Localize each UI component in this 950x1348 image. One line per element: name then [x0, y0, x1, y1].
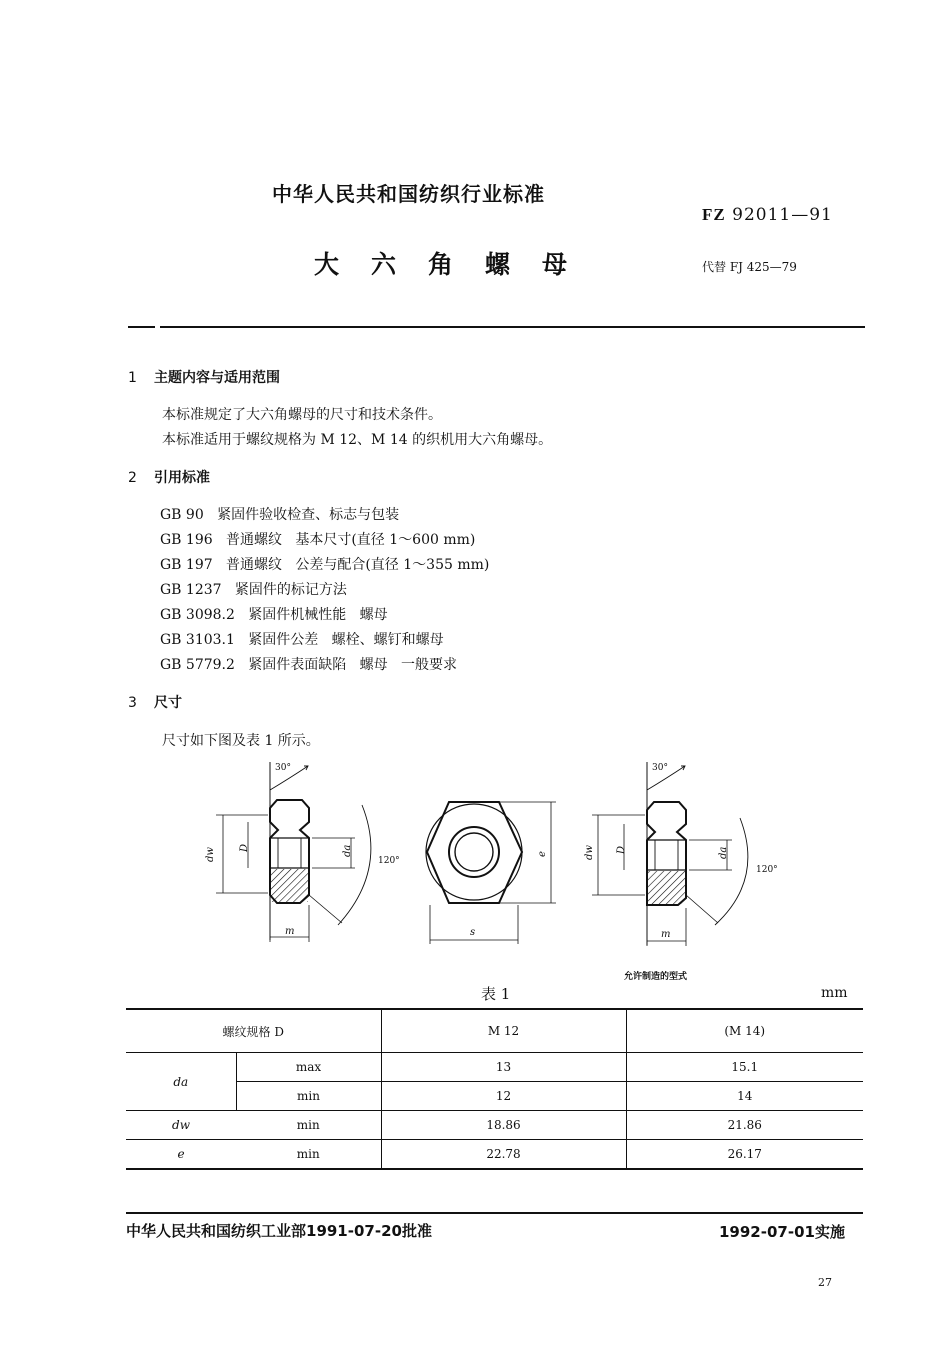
table-row	[126, 1053, 863, 1082]
D-label: D	[239, 843, 250, 852]
hexagon-top-view	[426, 802, 556, 944]
da-label: da	[718, 846, 729, 859]
limit-cell: min	[236, 1140, 381, 1170]
limit-cell: min	[236, 1111, 381, 1140]
table-caption: 表 1	[481, 985, 511, 1003]
value-cell: 15.1	[626, 1053, 863, 1082]
param-dw: dw	[126, 1111, 236, 1140]
table-unit: mm	[821, 985, 848, 1001]
m-label: m	[285, 926, 295, 937]
m-label: m	[661, 929, 671, 940]
reference-item: GB 197 普通螺纹 公差与配合(直径 1～355 mm)	[160, 557, 490, 573]
document-subtitle: 大六角螺母	[314, 250, 600, 279]
paragraph: 本标准适用于螺纹规格为 M 12、M 14 的织机用大六角螺母。	[162, 432, 553, 448]
replaces-note: 代替 FJ 425—79	[702, 260, 797, 274]
section-title: 主题内容与适用范围	[154, 370, 280, 386]
value-cell: 14	[626, 1082, 863, 1111]
section-number: 3	[128, 695, 137, 711]
reference-item: GB 1237 紧固件的标记方法	[160, 582, 347, 598]
table-row	[126, 1140, 863, 1170]
standard-code-prefix: FZ	[702, 205, 726, 224]
side-view-left	[205, 762, 400, 942]
effective-date: 1992-07-01实施	[719, 1223, 845, 1241]
da-label: da	[342, 844, 353, 857]
e-label: e	[537, 851, 548, 857]
dw-label: dw	[584, 845, 595, 860]
header-thread-spec: 螺纹规格 D	[126, 1009, 381, 1053]
dimension-table	[126, 1008, 863, 1170]
reference-item: GB 90 紧固件验收检查、标志与包装	[160, 507, 400, 523]
paragraph: 尺寸如下图及表 1 所示。	[162, 733, 320, 749]
value-cell: 26.17	[626, 1140, 863, 1170]
header-m12: M 12	[381, 1009, 626, 1053]
angle-120-label: 120°	[378, 856, 400, 866]
table-row	[126, 1111, 863, 1140]
page-number: 27	[818, 1276, 832, 1289]
header-m14: (M 14)	[626, 1009, 863, 1053]
D-label: D	[616, 845, 627, 854]
value-cell: 13	[381, 1053, 626, 1082]
angle-30-label: 30°	[275, 763, 291, 773]
limit-cell: max	[236, 1053, 381, 1082]
section-number: 1	[128, 370, 137, 386]
allowed-variant-caption: 允许制造的型式	[624, 972, 688, 982]
value-cell: 21.86	[626, 1111, 863, 1140]
value-cell: 22.78	[381, 1140, 626, 1170]
approval-line: 中华人民共和国纺织工业部1991-07-20批准	[126, 1222, 432, 1240]
angle-30-label: 30°	[652, 763, 668, 773]
param-da: da	[126, 1053, 236, 1111]
footer-rule	[126, 1212, 863, 1214]
table-header-row	[126, 1009, 863, 1053]
reference-item: GB 5779.2 紧固件表面缺陷 螺母 一般要求	[160, 657, 457, 673]
angle-120-label: 120°	[756, 865, 778, 875]
reference-item: GB 196 普通螺纹 基本尺寸(直径 1～600 mm)	[160, 532, 476, 548]
standard-code-number: 92011—91	[732, 205, 833, 225]
standard-title: 中华人民共和国纺织行业标准	[272, 182, 545, 206]
section-title: 尺寸	[154, 695, 182, 711]
limit-cell: min	[236, 1082, 381, 1111]
paragraph: 本标准规定了大六角螺母的尺寸和技术条件。	[162, 407, 442, 423]
reference-item: GB 3098.2 紧固件机械性能 螺母	[160, 607, 388, 623]
value-cell: 18.86	[381, 1111, 626, 1140]
s-label: s	[470, 927, 476, 938]
param-e: e	[126, 1140, 236, 1170]
value-cell: 12	[381, 1082, 626, 1111]
reference-item: GB 3103.1 紧固件公差 螺栓、螺钉和螺母	[160, 632, 444, 648]
table-row	[126, 1082, 863, 1111]
section-number: 2	[128, 470, 137, 486]
side-view-right	[584, 762, 778, 946]
section-title: 引用标准	[154, 470, 210, 486]
dw-label: dw	[205, 847, 216, 862]
